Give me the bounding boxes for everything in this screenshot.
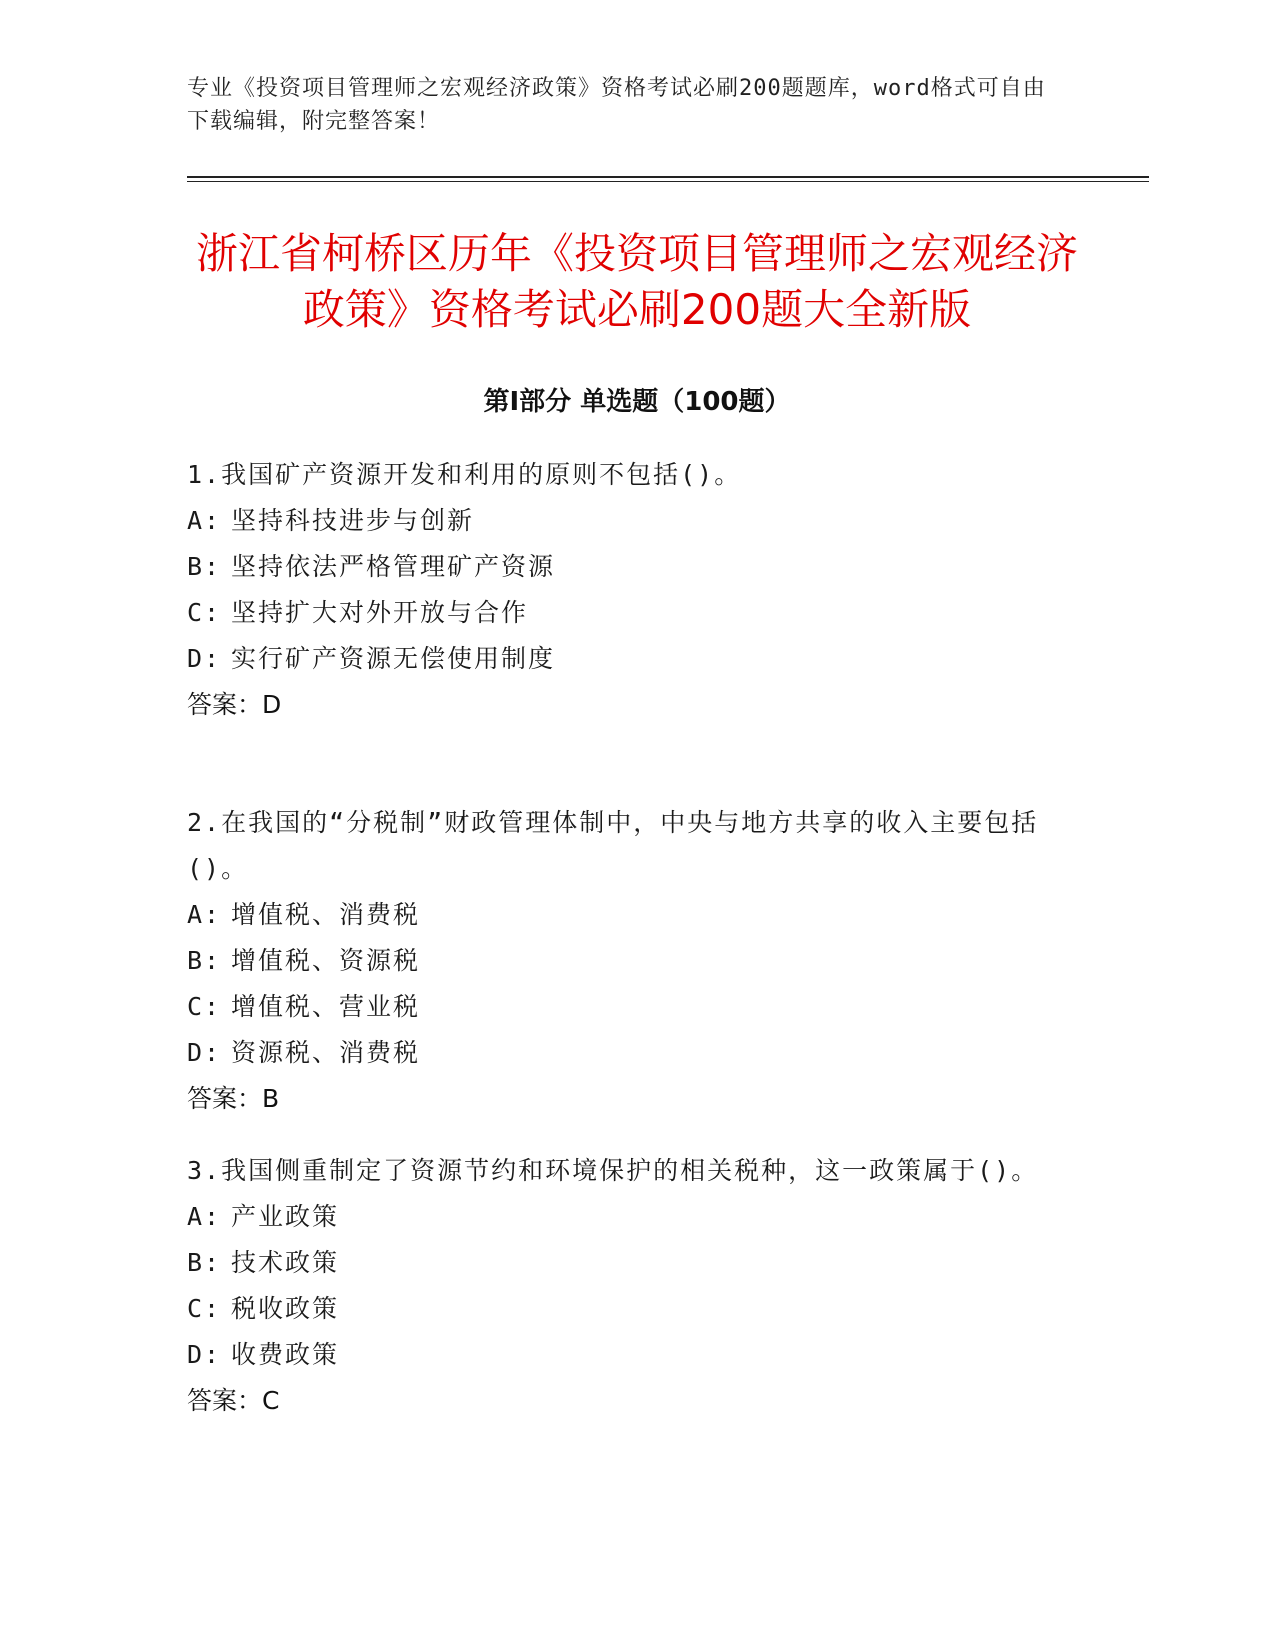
- option-letter: D:: [187, 644, 222, 673]
- option-letter: D:: [187, 1038, 222, 1067]
- option-b: [187, 938, 1067, 984]
- answer: 答案：C: [187, 1386, 280, 1415]
- option-letter: A:: [187, 900, 222, 929]
- option-d: [187, 1030, 1067, 1076]
- option-text: 增值税、资源税: [231, 946, 421, 975]
- option-text: 增值税、消费税: [231, 900, 421, 929]
- option-text: 坚持扩大对外开放与合作: [231, 598, 529, 627]
- option-b: [187, 1240, 1067, 1286]
- option-a: [187, 892, 1067, 938]
- option-c: [187, 590, 1067, 636]
- option-letter: C:: [187, 1294, 222, 1323]
- option-text: 增值税、营业税: [231, 992, 421, 1021]
- option-letter: B:: [187, 946, 222, 975]
- option-text: 收费政策: [231, 1340, 340, 1369]
- question-1: [187, 452, 1067, 728]
- answer: 答案：D: [187, 690, 282, 719]
- question-3: [187, 1148, 1067, 1424]
- answer: 答案：B: [187, 1084, 280, 1113]
- option-text: 实行矿产资源无偿使用制度: [231, 644, 556, 673]
- option-letter: A:: [187, 1202, 222, 1231]
- option-b: [187, 544, 1067, 590]
- option-text: 坚持依法严格管理矿产资源: [231, 552, 556, 581]
- option-d: [187, 1332, 1067, 1378]
- option-letter: C:: [187, 598, 222, 627]
- option-letter: C:: [187, 992, 222, 1021]
- question-stem: 3.我国侧重制定了资源节约和环境保护的相关税种，这一政策属于()。: [187, 1156, 1039, 1185]
- option-c: [187, 984, 1067, 1030]
- option-letter: B:: [187, 552, 222, 581]
- header-divider-thick: [187, 176, 1149, 178]
- question-stem: 2.在我国的“分税制”财政管理体制中，中央与地方共享的收入主要包括()。: [187, 808, 1039, 883]
- option-text: 坚持科技进步与创新: [231, 506, 475, 535]
- question-stem: 1.我国矿产资源开发和利用的原则不包括()。: [187, 460, 742, 489]
- header-divider-thin: [187, 181, 1149, 182]
- question-2: [187, 800, 1067, 1122]
- option-text: 技术政策: [231, 1248, 340, 1277]
- header-note: 专业《投资项目管理师之宏观经济政策》资格考试必刷200题题库，word格式可自由下载编辑，附完整答案！: [187, 76, 1046, 134]
- option-letter: D:: [187, 1340, 222, 1369]
- option-text: 税收政策: [231, 1294, 340, 1323]
- document-title: 浙江省柯桥区历年《投资项目管理师之宏观经济政策》资格考试必刷200题大全新版: [195, 229, 1078, 334]
- option-letter: B:: [187, 1248, 222, 1277]
- option-c: [187, 1286, 1067, 1332]
- option-a: [187, 498, 1067, 544]
- option-d: [187, 636, 1067, 682]
- option-text: 产业政策: [231, 1202, 340, 1231]
- section-heading: 第I部分 单选题（100题）: [483, 387, 791, 417]
- option-letter: A:: [187, 506, 222, 535]
- option-text: 资源税、消费税: [231, 1038, 421, 1067]
- option-a: [187, 1194, 1067, 1240]
